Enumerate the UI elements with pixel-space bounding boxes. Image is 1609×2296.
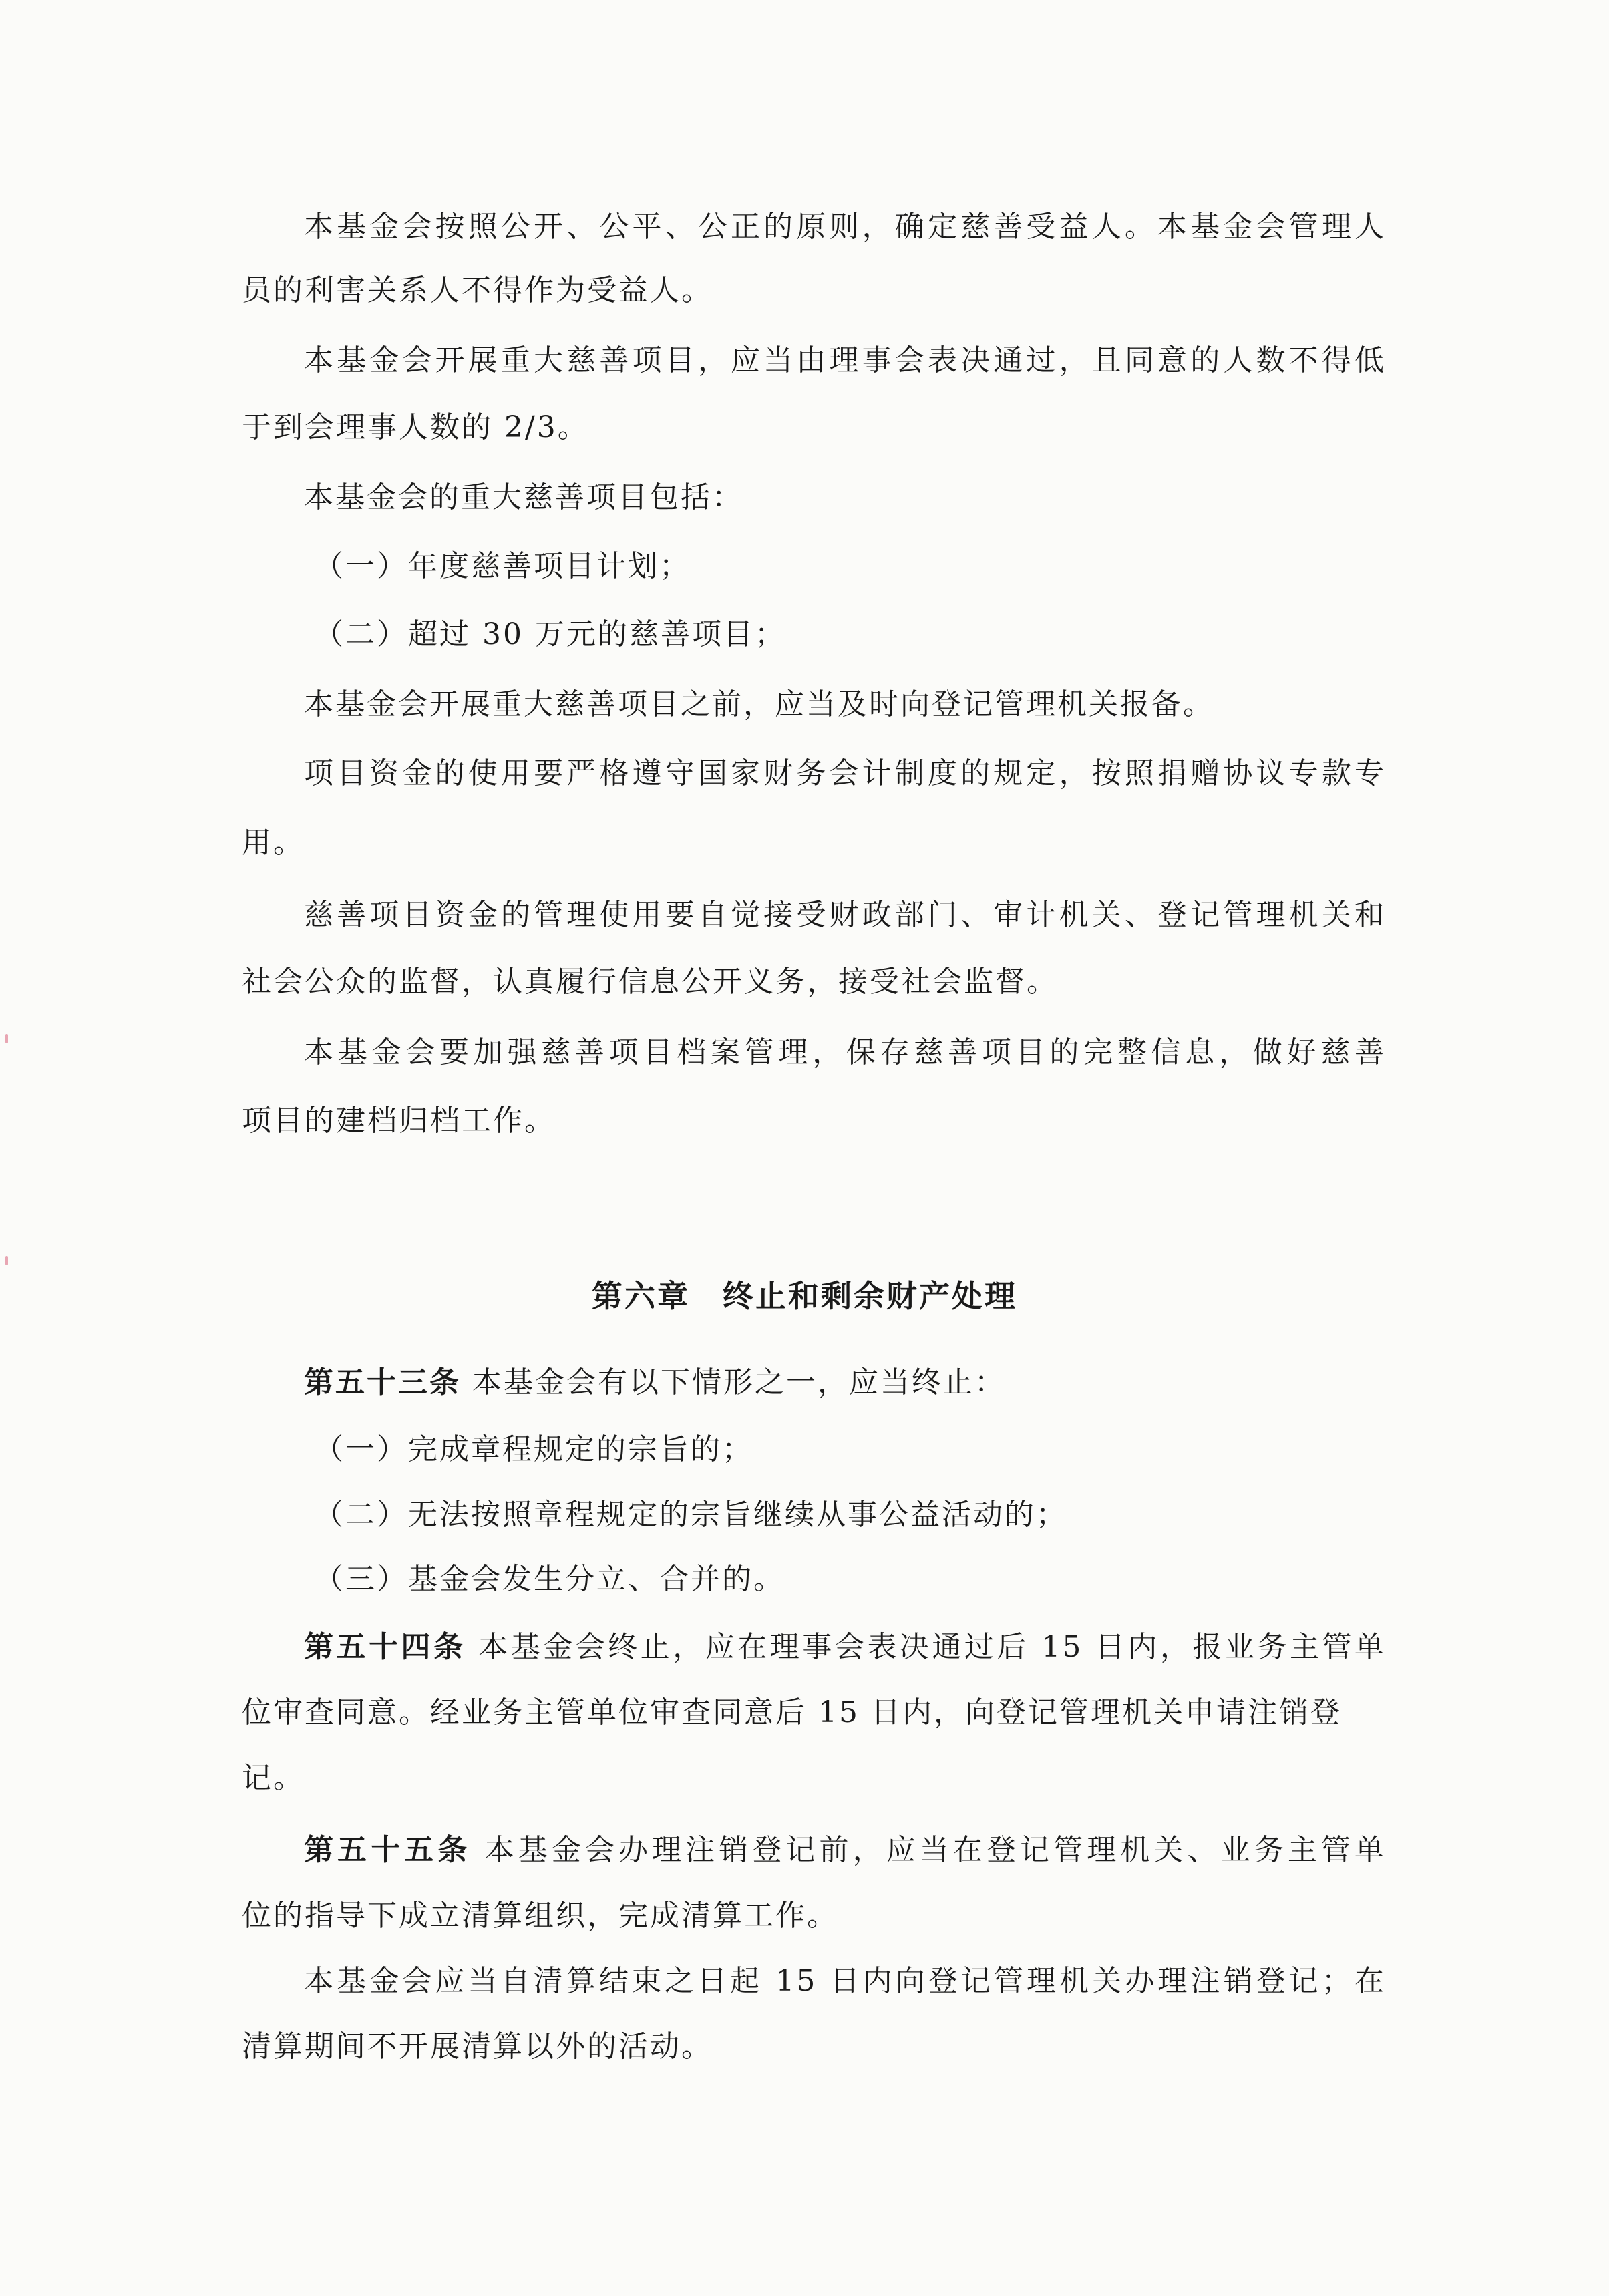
paragraph-line: 本基金会应当自清算结束之日起 15 日内向登记管理机关办理注销登记；在: [304, 1964, 1386, 1998]
paragraph-line: 记。: [242, 1761, 305, 1795]
list-item: （二）无法按照章程规定的宗旨继续从事公益活动的；: [314, 1498, 1067, 1532]
paragraph-line: 于到会理事人数的 2/3。: [242, 410, 589, 444]
paragraph-line: 本基金会要加强慈善项目档案管理，保存慈善项目的完整信息，做好慈善: [304, 1035, 1386, 1070]
paragraph-line: 本基金会的重大慈善项目包括：: [304, 480, 743, 514]
paragraph-line: 清算期间不开展清算以外的活动。: [242, 2029, 713, 2064]
article-number: 第五十五条: [304, 1833, 472, 1867]
paragraph-line: 社会公众的监督，认真履行信息公开义务，接受社会监督。: [242, 965, 1058, 999]
paragraph-line: 本基金会开展重大慈善项目，应当由理事会表决通过，且同意的人数不得低: [304, 343, 1386, 377]
paragraph-line: 位审查同意。经业务主管单位审查同意后 15 日内，向登记管理机关申请注销登: [242, 1695, 1342, 1730]
paragraph-line: 用。: [242, 826, 305, 860]
paragraph-line: 慈善项目资金的管理使用要自觉接受财政部门、审计机关、登记管理机关和: [304, 898, 1386, 932]
paragraph-line: 项目的建档归档工作。: [242, 1104, 556, 1138]
paragraph-line: 本基金会开展重大慈善项目之前，应当及时向登记管理机关报备。: [304, 687, 1214, 721]
paragraph-line: 本基金会按照公开、公平、公正的原则，确定慈善受益人。本基金会管理人: [304, 210, 1386, 244]
article-text: 本基金会有以下情形之一，应当终止：: [461, 1365, 1006, 1400]
scan-mark: [5, 1256, 8, 1265]
list-item: （三）基金会发生分立、合并的。: [314, 1562, 785, 1596]
paragraph-line: 项目资金的使用要严格遵守国家财务会计制度的规定，按照捐赠协议专款专: [304, 756, 1386, 790]
article-54: [304, 1627, 1386, 1667]
article-55: [304, 1830, 1386, 1870]
article-text: 本基金会终止，应在理事会表决通过后 15 日内，报业务主管单: [466, 1630, 1387, 1664]
article-text: 本基金会办理注销登记前，应当在登记管理机关、业务主管单: [471, 1833, 1387, 1867]
paragraph-line: 员的利害关系人不得作为受益人。: [242, 273, 713, 307]
list-item: （二）超过 30 万元的慈善项目；: [314, 617, 786, 651]
scan-mark: [5, 1034, 8, 1043]
chapter-heading: 第六章 终止和剩余财产处理: [592, 1278, 1017, 1314]
article-number: 第五十四条: [304, 1630, 466, 1664]
list-item: （一）年度慈善项目计划；: [314, 549, 691, 583]
list-item: （一）完成章程规定的宗旨的；: [314, 1432, 753, 1466]
paragraph-line: 位的指导下成立清算组织，完成清算工作。: [242, 1899, 838, 1933]
article-number: 第五十三条: [304, 1365, 461, 1400]
article-53: [304, 1363, 1386, 1403]
